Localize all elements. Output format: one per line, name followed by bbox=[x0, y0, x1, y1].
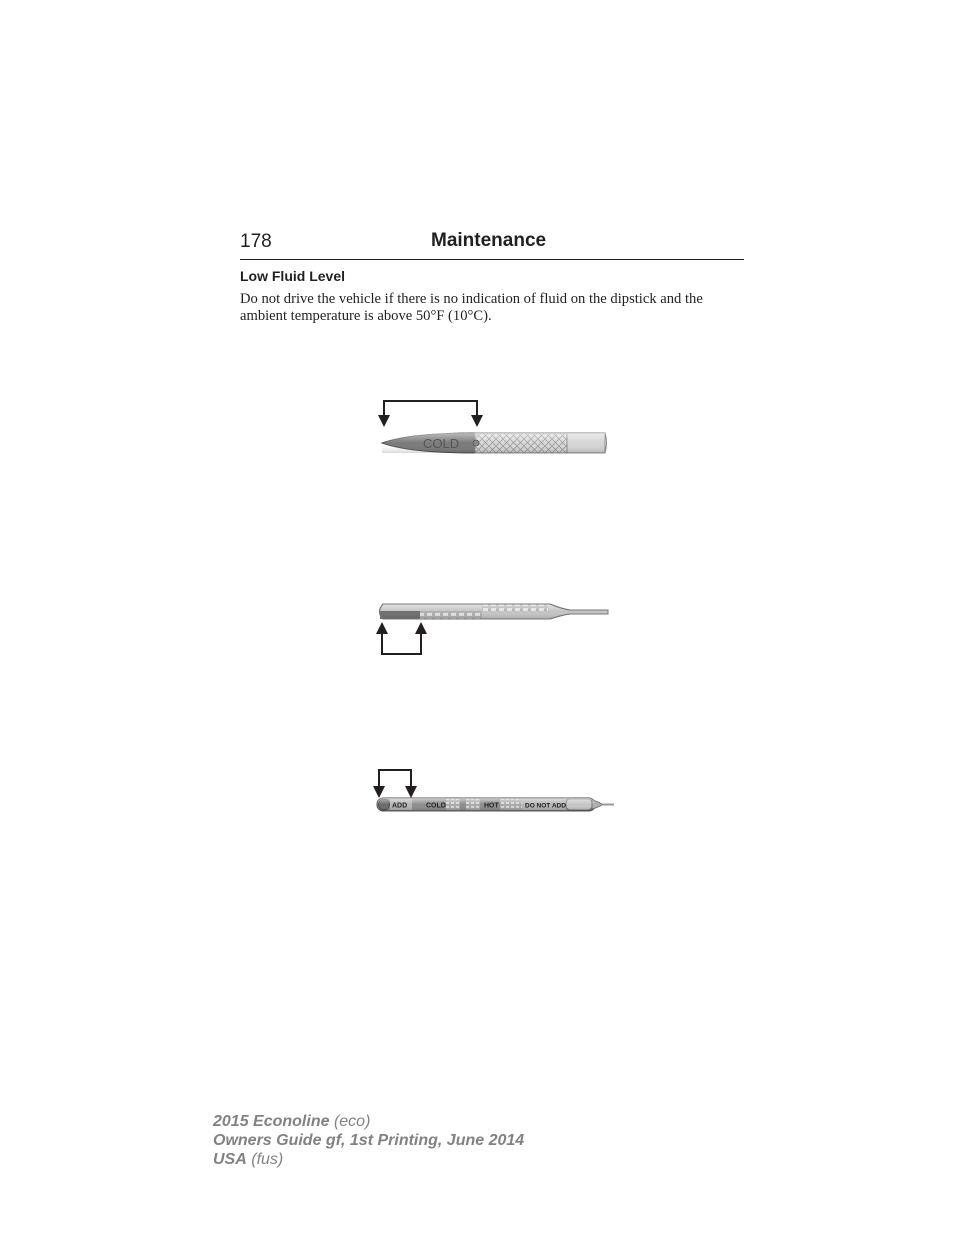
footer-line-1 bbox=[213, 1112, 524, 1131]
dipstick-label-cold: COLD bbox=[423, 436, 460, 451]
dipstick-figure-2 bbox=[370, 597, 620, 662]
level-bracket-top bbox=[373, 770, 417, 798]
dipstick-label-cold: COLD bbox=[426, 802, 446, 810]
dipstick-figure-1 bbox=[370, 390, 620, 470]
subheading: Low Fluid Level bbox=[240, 268, 346, 284]
body-paragraph: Do not drive the vehicle if there is no indication of fluid on the dipstick and the ambient temperature is above 50°F (10°C). bbox=[240, 291, 703, 324]
level-bracket-top bbox=[378, 401, 483, 427]
dipstick-label-add: ADD bbox=[392, 802, 408, 810]
footer-line-3 bbox=[213, 1150, 524, 1169]
footer-market: USA bbox=[213, 1151, 247, 1168]
page-header bbox=[240, 229, 744, 260]
section-title: Maintenance bbox=[431, 230, 547, 251]
footer-line-2: Owners Guide gf, 1st Printing, June 2014 bbox=[213, 1132, 525, 1149]
page-footer bbox=[213, 1112, 524, 1169]
page-number: 178 bbox=[240, 231, 272, 252]
dipstick-label-do-not-add: DO NOT ADD bbox=[525, 802, 566, 810]
footer-market-code: (fus) bbox=[251, 1151, 284, 1168]
footer-model-code: (eco) bbox=[333, 1113, 371, 1130]
level-bracket-bottom bbox=[376, 622, 427, 654]
dipstick-label-hot: HOT bbox=[484, 802, 499, 810]
dipstick-figure-3 bbox=[370, 765, 620, 820]
footer-model: 2015 Econoline bbox=[213, 1113, 330, 1130]
